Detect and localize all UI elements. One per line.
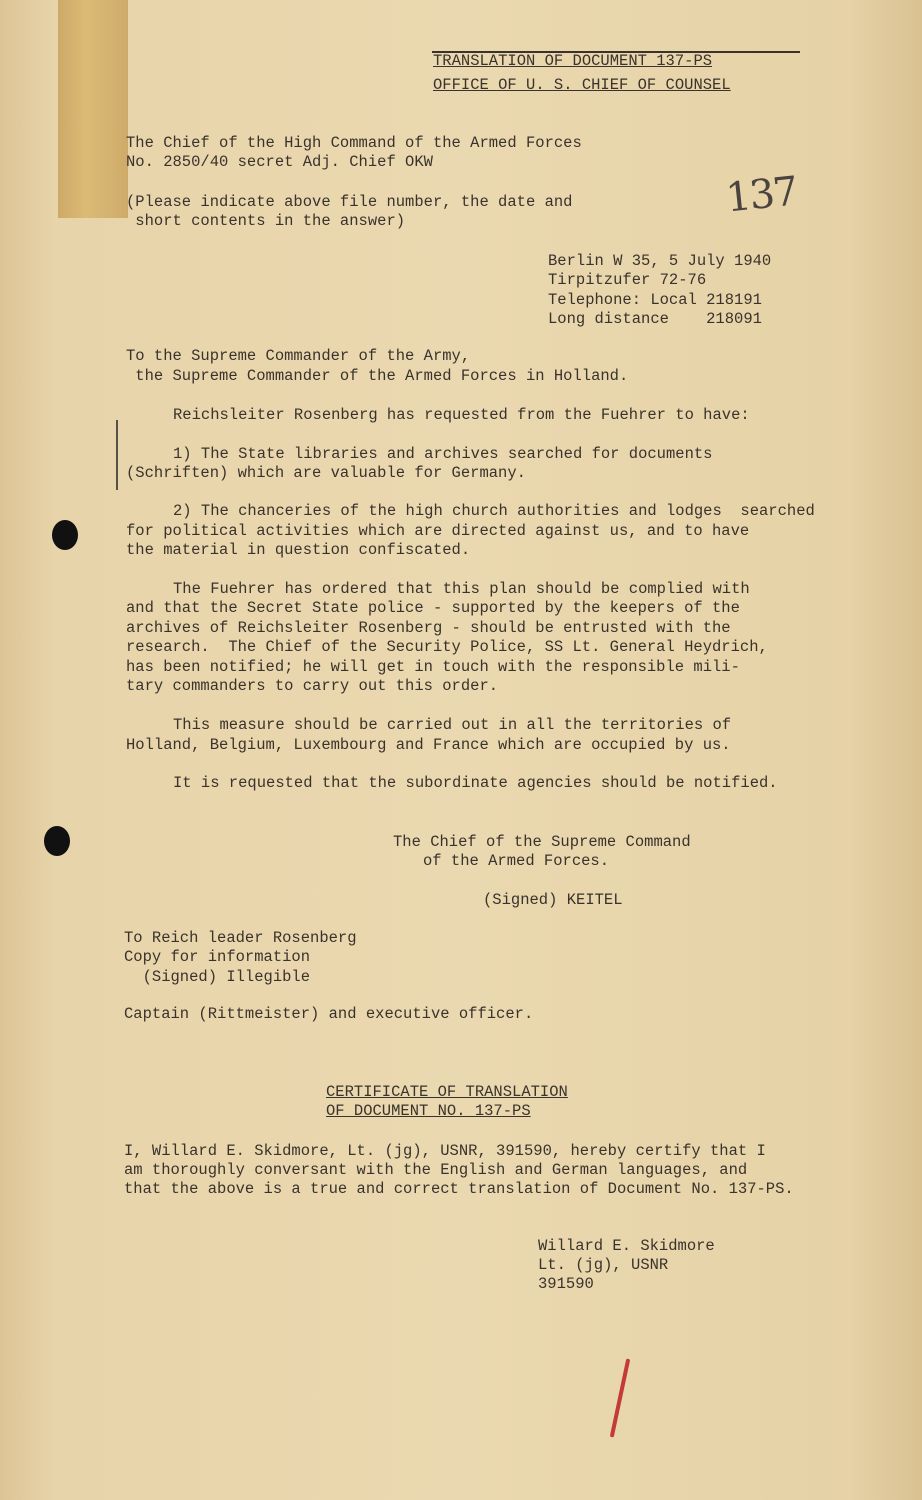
- certificate-title-line1: CERTIFICATE OF TRANSLATION: [326, 1083, 568, 1101]
- signature-keitel: (Signed) KEITEL: [483, 891, 623, 909]
- recipient-line1: To the Supreme Commander of the Army,: [126, 347, 471, 365]
- punch-hole-bottom: [44, 826, 70, 856]
- translator-serial: 391590: [538, 1275, 594, 1293]
- body-p2-line1: 1) The State libraries and archives searched for documents: [173, 445, 713, 463]
- body-p5-line2: Holland, Belgium, Luxembourg and France which are occupied by us.: [126, 736, 731, 754]
- body-p3-line2: for political activities which are directed against us, and to have: [126, 522, 750, 540]
- note-line1: (Please indicate above file number, the date and: [126, 193, 573, 211]
- body-p4-line4: research. The Chief of the Security Police, SS Lt. General Heydrich,: [126, 638, 768, 656]
- body-p4-line2: and that the Secret State police - supported by the keepers of the: [126, 599, 740, 617]
- body-p4-line3: archives of Reichsleiter Rosenberg - should be entrusted with the: [126, 619, 731, 637]
- header-translation-title: TRANSLATION OF DOCUMENT 137-PS: [433, 52, 713, 70]
- address-telephone-long: Long distance 218091: [548, 310, 762, 328]
- certificate-line3: that the above is a true and correct translation of Document No. 137-PS.: [124, 1180, 794, 1198]
- body-p2-line2: (Schriften) which are valuable for Germany.: [126, 464, 526, 482]
- address-telephone-local: Telephone: Local 218191: [548, 291, 762, 309]
- red-pencil-mark: [610, 1358, 631, 1437]
- note-line2: short contents in the answer): [126, 212, 406, 230]
- certificate-title-line2: OF DOCUMENT NO. 137-PS: [326, 1102, 531, 1120]
- copy-note-line3: (Signed) Illegible: [124, 968, 311, 986]
- copy-note-line1: To Reich leader Rosenberg: [124, 929, 357, 947]
- header-office: OFFICE OF U. S. CHIEF OF COUNSEL: [433, 76, 731, 94]
- body-p4-line1: The Fuehrer has ordered that this plan should be complied with: [173, 580, 750, 598]
- copy-note-line2: Copy for information: [124, 948, 311, 966]
- body-p4-line5: has been notified; he will get in touch with the responsible mili-: [126, 658, 740, 676]
- translator-rank: Lt. (jg), USNR: [538, 1256, 669, 1274]
- address-date: Berlin W 35, 5 July 1940: [548, 252, 772, 270]
- signature-title-line1: The Chief of the Supreme Command: [393, 833, 691, 851]
- file-ref-line1: The Chief of the High Command of the Armed Forces: [126, 134, 582, 152]
- signature-title-line2: of the Armed Forces.: [423, 852, 610, 870]
- recipient-line2: the Supreme Commander of the Armed Forces in Holland.: [126, 367, 629, 385]
- certificate-line1: I, Willard E. Skidmore, Lt. (jg), USNR, 391590, hereby certify that I: [124, 1142, 766, 1160]
- body-p4-line6: tary commanders to carry out this order.: [126, 677, 499, 695]
- body-p3-line3: the material in question confiscated.: [126, 541, 471, 559]
- handwritten-document-number: 137: [723, 168, 799, 222]
- certificate-line2: am thoroughly conversant with the English and German languages, and: [124, 1161, 748, 1179]
- copy-note-officer: Captain (Rittmeister) and executive officer.: [124, 1005, 534, 1023]
- translator-name: Willard E. Skidmore: [538, 1237, 715, 1255]
- punch-hole-top: [52, 520, 78, 550]
- address-street: Tirpitzufer 72-76: [548, 271, 707, 289]
- adhesive-tape: [58, 0, 128, 218]
- body-p3-line1: 2) The chanceries of the high church authorities and lodges searched: [173, 502, 815, 520]
- file-ref-line2: No. 2850/40 secret Adj. Chief OKW: [126, 153, 433, 171]
- body-p5-line1: This measure should be carried out in all the territories of: [173, 716, 732, 734]
- margin-bracket-mark: [116, 420, 118, 490]
- body-paragraph-6: It is requested that the subordinate agencies should be notified.: [173, 774, 778, 792]
- body-paragraph-1: Reichsleiter Rosenberg has requested from the Fuehrer to have:: [173, 406, 750, 424]
